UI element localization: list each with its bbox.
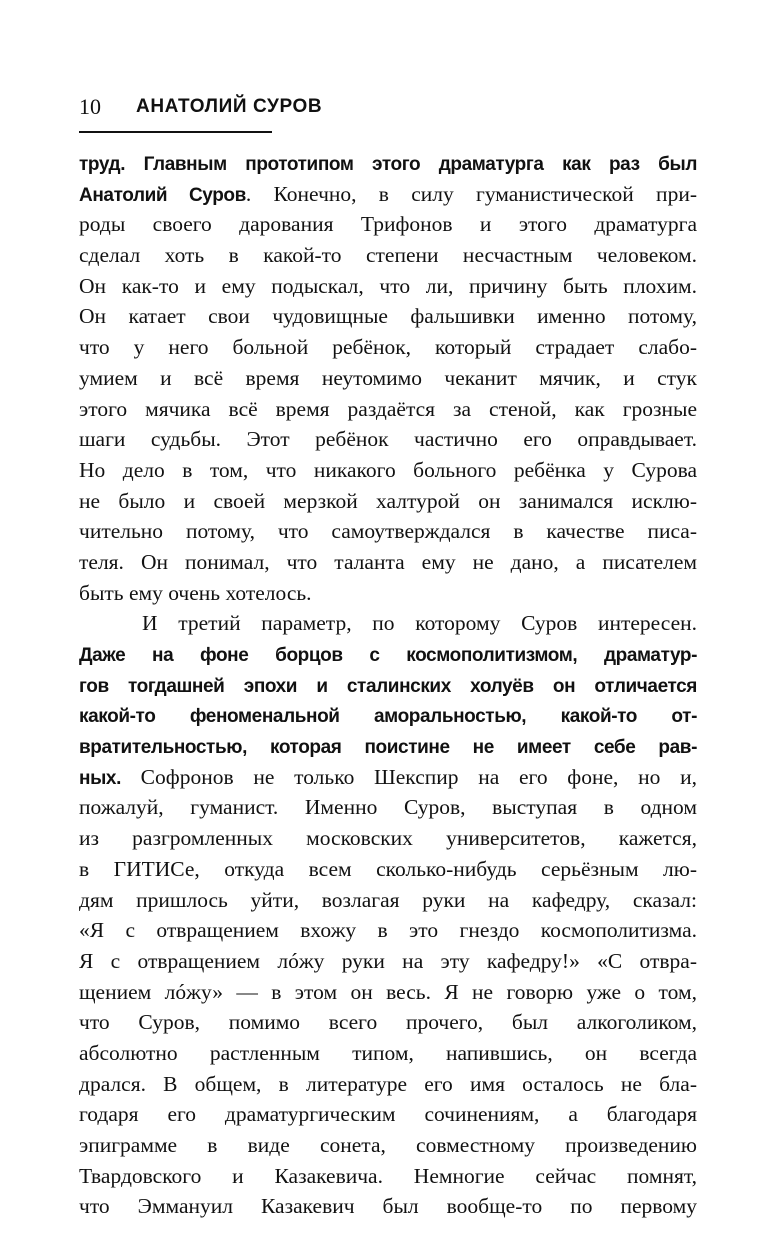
text-run: сделал хоть в какой-то степени несчастным человеком. <box>79 243 697 268</box>
text-run: чительно потому, что самоутверждался в качестве писа- <box>79 519 697 544</box>
text-line <box>79 394 697 425</box>
text-line <box>79 915 697 946</box>
text-run: Но дело в том, что никакого больного ребёнка у Сурова <box>79 457 697 482</box>
text-line <box>79 1130 697 1161</box>
text-line <box>79 639 697 670</box>
text-line <box>79 486 697 517</box>
text-line <box>79 977 697 1008</box>
text-run: Я с отвращением лóжу руки на эту кафедру!» «С отвра- <box>79 948 697 973</box>
text-run: И третий параметр, по которому Суров интересен. <box>142 611 697 636</box>
bold-text-run: ных. <box>79 767 121 789</box>
text-line <box>79 516 697 547</box>
text-run: «Я с отвращением вхожу в это гнездо космополитизма. <box>79 918 697 943</box>
bold-text-run: труд. Главным прототипом этого драматурга как раз был <box>79 154 697 175</box>
text-run: Софронов не только Шекспир на его фоне, но и, <box>120 764 697 789</box>
text-run: . Конечно, в силу гуманистической при- <box>245 181 697 206</box>
body-text <box>79 148 697 1222</box>
text-line <box>79 301 697 332</box>
text-run: щением лóжу» — в этом он весь. Я не говорю уже о том, <box>79 979 697 1004</box>
text-run: абсолютно растленным типом, напившись, он всегда <box>79 1040 697 1065</box>
text-line <box>79 731 697 762</box>
text-line <box>79 363 697 394</box>
bold-text-run: Анатолий Суров <box>79 184 246 206</box>
text-line <box>79 271 697 302</box>
bold-text-run: Даже на фоне борцов с космополитизмом, драматур- <box>79 645 697 666</box>
text-run: что Эммануил Казакевич был вообще-то по первому <box>79 1194 697 1219</box>
text-line <box>79 854 697 885</box>
text-line <box>79 700 697 731</box>
header-rule <box>79 131 272 133</box>
text-line <box>79 1191 697 1222</box>
text-run: из разгромленных московских университетов, кажется, <box>79 826 697 851</box>
text-line <box>79 946 697 977</box>
text-line <box>79 885 697 916</box>
text-run: не было и своей мерзкой халтурой он занимался исклю- <box>79 488 697 513</box>
text-line <box>79 455 697 486</box>
text-run: Твардовского и Казакевича. Немногие сейчас помнят, <box>79 1163 697 1188</box>
text-run: что у него больной ребёнок, который страдает слабо- <box>79 335 697 360</box>
text-line <box>79 1069 697 1100</box>
text-line <box>79 1099 697 1130</box>
text-run: умием и всё время неутомимо чеканит мячик, и стук <box>79 365 697 390</box>
text-run: пожалуй, гуманист. Именно Суров, выступая в одном <box>79 795 697 820</box>
text-run: эпиграмме в виде сонета, совместному произведению <box>79 1133 697 1157</box>
text-line <box>79 608 697 639</box>
text-run: дям пришлось уйти, возлагая руки на кафедру, сказал: <box>79 887 697 912</box>
text-run: Он катает свои чудовищные фальшивки именно потому, <box>79 304 697 329</box>
text-run: годаря его драматургическим сочинениям, а благодаря <box>79 1102 697 1127</box>
text-run: этого мячика всё время раздаётся за стеной, как грозные <box>79 396 697 421</box>
text-line <box>79 792 697 823</box>
text-line <box>79 823 697 854</box>
page-number: 10 <box>79 94 101 119</box>
text-line <box>79 424 697 455</box>
text-line <box>79 578 697 609</box>
text-line <box>79 547 697 578</box>
text-line <box>79 209 697 240</box>
text-run: шаги судьбы. Этот ребёнок частично его оправдывает. <box>79 427 697 452</box>
running-title: АНАТОЛИЙ СУРОВ <box>136 96 323 117</box>
text-line <box>79 1038 697 1069</box>
text-run: Он как-то и ему подыскал, что ли, причину быть плохим. <box>79 273 697 298</box>
text-line <box>79 332 697 363</box>
text-run: теля. Он понимал, что таланта ему не дано, а писателем <box>79 549 697 574</box>
text-line <box>79 240 697 271</box>
text-line <box>79 762 697 793</box>
text-run: что Суров, помимо всего прочего, был алкоголиком, <box>79 1010 697 1035</box>
bold-text-run: какой-то феноменальной аморальностью, какой-то от- <box>79 706 697 728</box>
text-line <box>79 1161 697 1192</box>
text-line <box>79 670 697 701</box>
text-run: в ГИТИСе, откуда всем сколько-нибудь серьёзным лю- <box>79 856 697 881</box>
text-run: дрался. В общем, в литературе его имя осталось не бла- <box>79 1071 697 1096</box>
running-head <box>79 92 699 122</box>
text-line <box>79 148 697 179</box>
text-line <box>79 1007 697 1038</box>
text-line <box>79 179 697 210</box>
text-run: быть ему очень хотелось. <box>79 580 312 605</box>
text-run: роды своего дарования Трифонов и этого драматурга <box>79 212 697 237</box>
bold-text-run: гов тогдашней эпохи и сталинских холуёв он отличается <box>79 675 697 697</box>
bold-text-run: вратительностью, которая поистине не имеет себе рав- <box>79 737 697 759</box>
